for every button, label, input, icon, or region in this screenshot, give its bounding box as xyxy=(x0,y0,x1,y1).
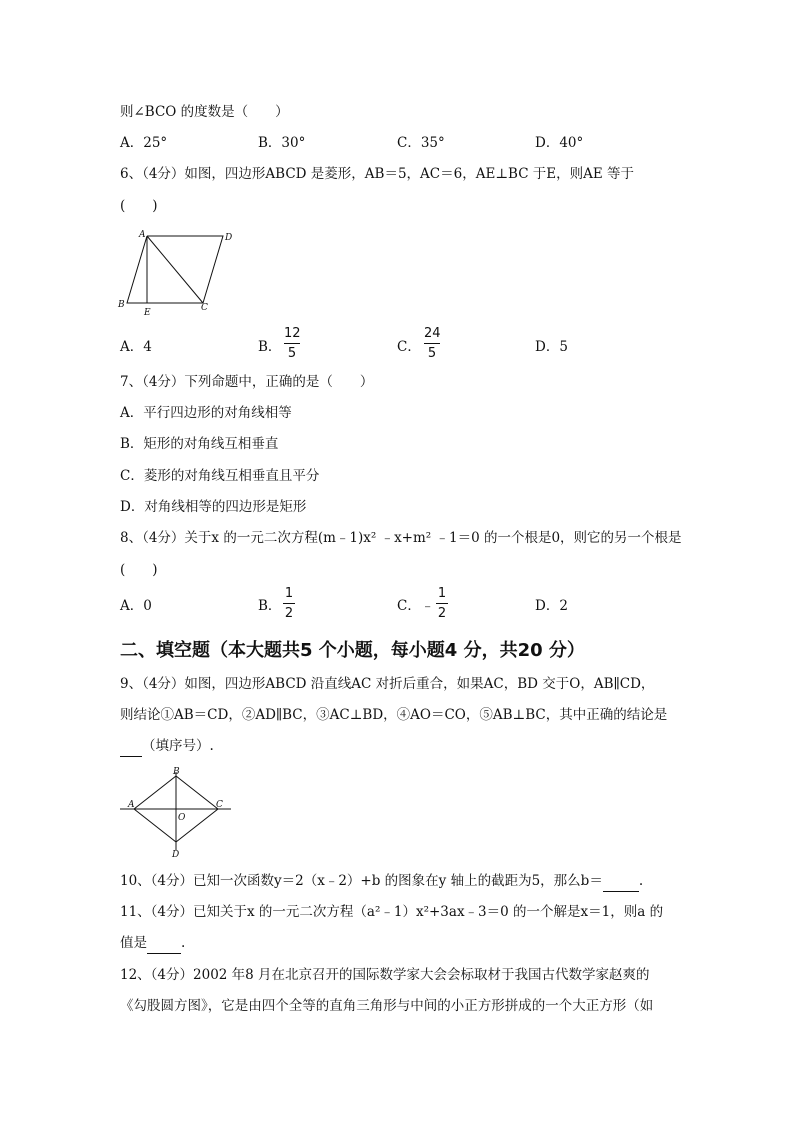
q6-paren: ( ) xyxy=(120,198,158,214)
q6-option-b-fraction xyxy=(284,326,300,361)
q6-label-a: A xyxy=(139,230,146,240)
q11-line-1: 11、（4分）已知关于x 的一元二次方程（a²﹣1）x²+3ax﹣3＝0 的一个解是x＝1，则a 的 xyxy=(120,904,664,920)
q6-option-c-prefix: C． xyxy=(397,339,421,355)
q9-label-o: O xyxy=(178,813,186,823)
q8-c-denominator: 2 xyxy=(437,606,447,621)
q7-option-a: A．平行四边形的对角线相等 xyxy=(120,405,292,421)
q5-stem-tail: 则∠BCO 的度数是（ ） xyxy=(120,104,289,120)
answer-blank[interactable] xyxy=(120,736,142,757)
q8-option-a: A．0 xyxy=(120,598,152,614)
q6-label-e: E xyxy=(144,308,151,318)
q6-option-a: A．4 xyxy=(120,339,152,355)
q8-option-d: D．2 xyxy=(535,598,568,614)
q9-line-3-suffix: （填序号）. xyxy=(142,738,214,754)
q6-label-c: C xyxy=(201,303,208,313)
q6-c-denominator: 5 xyxy=(427,346,437,361)
q5-option-a: A．25° xyxy=(120,135,168,151)
q6-rhombus-figure xyxy=(115,228,240,320)
q7-option-b: B．矩形的对角线互相垂直 xyxy=(120,436,279,452)
answer-blank[interactable] xyxy=(147,933,181,954)
q8-option-c-fraction xyxy=(436,586,448,621)
q6-label-d: D xyxy=(225,233,233,243)
q6-option-b-prefix: B． xyxy=(258,339,282,355)
q6-c-numerator: 24 xyxy=(424,326,441,341)
q8-b-denominator: 2 xyxy=(284,606,294,621)
q8-c-numerator: 1 xyxy=(437,586,447,601)
q6-b-denominator: 5 xyxy=(287,346,297,361)
q6-stem: 6、（4分）如图，四边形ABCD 是菱形，AB＝5，AC＝6，AE⊥BC 于E，则AE 等于 xyxy=(120,166,635,182)
fraction-bar xyxy=(284,343,300,344)
section-heading: 二、填空题（本大题共5 个小题，每小题4 分，共20 分） xyxy=(120,640,585,661)
fraction-bar xyxy=(424,343,440,344)
q9-label-a: A xyxy=(128,800,135,810)
q9-line-1: 9、（4分）如图，四边形ABCD 沿直线AC 对折后重合，如果AC，BD 交于O，AB∥CD， xyxy=(120,676,655,692)
q6-option-d: D．5 xyxy=(535,339,568,355)
q6-b-numerator: 12 xyxy=(284,326,301,341)
q8-option-b-prefix: B． xyxy=(258,598,282,614)
q9-label-c: C xyxy=(216,800,223,810)
fraction-bar xyxy=(283,603,295,604)
q11-line-2-prefix: 值是 xyxy=(120,935,147,951)
q9-line-3 xyxy=(120,736,214,757)
q9-label-b: B xyxy=(173,767,180,777)
q5-option-d: D．40° xyxy=(535,135,584,151)
q8-option-c-prefix: C．﹣ xyxy=(397,598,435,614)
q6-label-b: B xyxy=(118,300,125,310)
q8-option-b-fraction xyxy=(283,586,295,621)
q10-suffix: . xyxy=(638,873,644,889)
fraction-bar xyxy=(436,603,448,604)
q12-line-2: 《勾股圆方图》，它是由四个全等的直角三角形与中间的小正方形拼成的一个大正方形（如 xyxy=(120,998,654,1014)
q12-line-1: 12、（4分）2002 年8 月在北京召开的国际数学家大会会标取材于我国古代数学家赵爽的 xyxy=(120,967,650,983)
q9-label-d: D xyxy=(172,850,180,859)
q8-paren: ( ) xyxy=(120,562,158,578)
q7-option-c: C．菱形的对角线互相垂直且平分 xyxy=(120,468,320,484)
q10-stem: 10、（4分）已知一次函数y＝2（x﹣2）+b 的图象在y 轴上的截距为5，那么b＝ xyxy=(120,873,603,889)
q8-b-numerator: 1 xyxy=(284,586,294,601)
q7-option-d: D．对角线相等的四边形是矩形 xyxy=(120,499,307,515)
q11-line-2 xyxy=(120,933,185,954)
q11-suffix: . xyxy=(181,935,186,951)
q5-option-c: C．35° xyxy=(397,135,445,151)
q9-kite-figure xyxy=(118,764,233,859)
q9-line-2: 则结论①AB＝CD，②AD∥BC，③AC⊥BD，④AO＝CO，⑤AB⊥BC，其中正确的结论是 xyxy=(120,707,668,723)
q8-stem: 8、（4分）关于x 的一元二次方程(m﹣1)x² ﹣x+m² ﹣1＝0 的一个根是0，则它的另一个根是 xyxy=(120,530,682,546)
q10-line xyxy=(120,871,643,892)
q7-stem: 7、（4分）下列命题中，正确的是（ ） xyxy=(120,374,374,390)
q5-option-b: B．30° xyxy=(258,135,306,151)
q6-option-c-fraction xyxy=(424,326,440,361)
answer-blank[interactable] xyxy=(603,871,639,892)
